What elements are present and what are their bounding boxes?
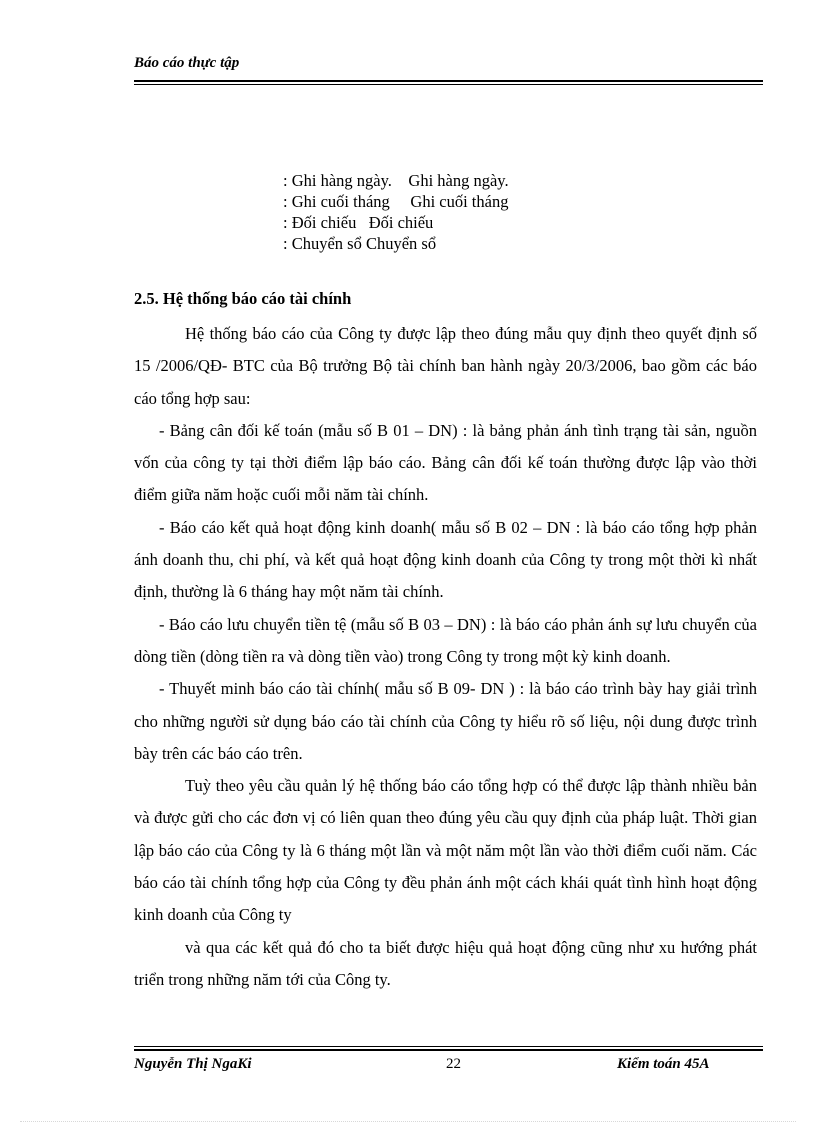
footer-author: Nguyễn Thị NgaKi <box>134 1056 252 1072</box>
paragraph-notes: - Thuyết minh báo cáo tài chính( mẫu số B 09- DN ) : là báo cáo trình bày hay giải trình cho những người sử dụng báo cáo tài chính của Công ty hiểu rõ số liệu, nội dung được trình bày trên các báo cáo trên. <box>134 679 757 763</box>
paragraph-conclusion: và qua các kết quả đó cho ta biết được hiệu quả hoạt động cũng như xu hướng phát triển trong những năm tới của Công ty. <box>134 937 757 989</box>
header-rule <box>134 80 763 82</box>
legend-line-daily: : Ghi hàng ngày. Ghi hàng ngày. <box>283 171 509 190</box>
legend-line-reconcile: : Đối chiếu Đối chiếu <box>283 213 434 232</box>
legend-line-monthly: : Ghi cuối tháng Ghi cuối tháng <box>283 192 509 211</box>
header-title: Báo cáo thực tập <box>134 55 240 71</box>
paragraph-reporting-schedule: Tuỳ theo yêu cầu quản lý hệ thống báo cáo tổng hợp có thể được lập thành nhiều bản và được gửi cho các đơn vị có liên quan theo đúng yêu cầu quy định của pháp luật. Thời gian lập báo cáo của Công ty là 6 tháng một lần và một năm một lần vào thời điểm cuối năm. Các báo cáo tài chính tổng hợp của Công ty đều phản ánh một cách khái quát tình hình hoạt động kinh doanh của Công ty <box>134 776 757 925</box>
page-edge-dotted-line <box>20 1121 796 1122</box>
paragraph-balance-sheet: - Bảng cân đối kế toán (mẫu số B 01 – DN) : là bảng phản ánh tình trạng tài sản, nguồn vốn của công ty tại thời điểm lập báo cáo. Bảng cân đối kế toán thường được lập vào thời điểm giữa năm hoặc cuối mỗi năm tài chính. <box>134 420 757 505</box>
header-rule-thin <box>134 84 763 85</box>
footer-class: Kiểm toán 45A <box>617 1056 710 1072</box>
paragraph-intro: Hệ thống báo cáo của Công ty được lập theo đúng mẫu quy định theo quyết định số 15 /2006/QĐ- BTC của Bộ trưởng Bộ tài chính ban hành ngày 20/3/2006, bao gồm các báo cáo tổng hợp sau: <box>134 324 757 408</box>
footer-rule-thin <box>134 1046 763 1047</box>
paragraph-income-statement: - Báo cáo kết quả hoạt động kinh doanh( mẫu số B 02 – DN : là báo cáo tổng hợp phản ánh doanh thu, chi phí, và kết quả hoạt động kinh doanh của Công ty trong một thời kì nhất định, thường là 6 tháng hay một năm tài chính. <box>134 517 757 602</box>
body-text <box>134 318 757 996</box>
section-title: 2.5. Hệ thống báo cáo tài chính <box>134 289 352 308</box>
page-number: 22 <box>446 1056 461 1072</box>
paragraph-cash-flow: - Báo cáo lưu chuyển tiền tệ (mẫu số B 03 – DN) : là báo cáo phản ánh sự lưu chuyển của dòng tiền (dòng tiền ra và dòng tiền vào) trong Công ty trong một kỳ kinh doanh. <box>134 614 757 666</box>
footer-rule <box>134 1049 763 1051</box>
legend-line-transfer: : Chuyển sổ Chuyển sổ <box>283 234 437 253</box>
